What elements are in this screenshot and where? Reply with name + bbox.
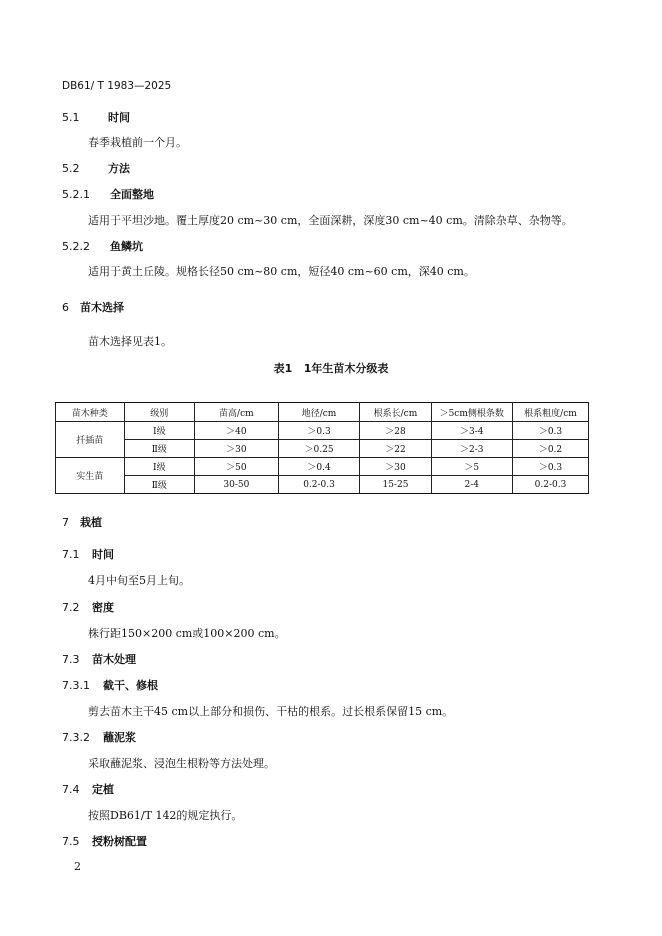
heading-number: 7.5	[62, 835, 80, 848]
heading-7	[62, 514, 102, 530]
heading-7-5	[62, 833, 147, 849]
table-cell: Ⅰ级	[124, 422, 194, 440]
heading-title: 定植	[92, 783, 114, 796]
table-cell: ＞30	[360, 458, 431, 476]
heading-title: 苗木处理	[92, 653, 136, 666]
heading-title: 时间	[108, 111, 130, 124]
paragraph-5-1: 春季栽植前一个月。	[88, 136, 187, 149]
table-cell: ＞0.3	[512, 422, 588, 440]
paragraph-7-2: 株行距150×200 cm或100×200 cm。	[88, 627, 286, 640]
paragraph-7-3-2: 采取蘸泥浆、浸泡生根粉等方法处理。	[88, 757, 275, 770]
heading-title: 方法	[108, 162, 130, 175]
column-header: ＞5cm侧根条数	[431, 403, 512, 422]
heading-6	[62, 299, 124, 315]
heading-number: 7.3.1	[62, 679, 90, 692]
table-row	[56, 440, 589, 458]
table-row	[56, 476, 589, 494]
table-cell: ＞0.25	[278, 440, 360, 458]
heading-number: 7.1	[62, 548, 80, 561]
column-header: 苗木种类	[56, 403, 125, 422]
heading-7-2	[62, 599, 114, 615]
heading-number: 5.2.1	[62, 188, 90, 201]
heading-7-3	[62, 651, 136, 667]
heading-title: 苗木选择	[80, 301, 124, 314]
heading-number: 7.2	[62, 601, 80, 614]
table-cell: 15-25	[360, 476, 431, 494]
table-cell: ＞5	[431, 458, 512, 476]
heading-number: 6	[62, 301, 69, 314]
table-cell: 0.2-0.3	[278, 476, 360, 494]
heading-title: 蘸泥浆	[103, 731, 136, 744]
heading-title: 截干、修根	[103, 679, 158, 692]
table-cell: ＞3-4	[431, 422, 512, 440]
heading-title: 密度	[92, 601, 114, 614]
heading-number: 5.2	[62, 162, 80, 175]
table-cell: ＞0.2	[512, 440, 588, 458]
seedling-grading-table	[55, 402, 589, 494]
table-cell: Ⅱ级	[124, 440, 194, 458]
table-cell: 30-50	[195, 476, 279, 494]
column-header: 地径/cm	[278, 403, 360, 422]
heading-7-3-1	[62, 677, 158, 693]
table-cell: ＞0.3	[278, 422, 360, 440]
paragraph-5-2-1: 适用于平坦沙地。覆土厚度20 cm~30 cm，全面深耕，深度30 cm~40 cm。清除杂草、杂物等。	[88, 214, 573, 227]
heading-number: 7.4	[62, 783, 80, 796]
table-cell: ＞30	[195, 440, 279, 458]
table-cell: 0.2-0.3	[512, 476, 588, 494]
table-cell: Ⅱ级	[124, 476, 194, 494]
table-caption: 表1 1年生苗木分级表	[273, 362, 389, 375]
heading-7-4	[62, 781, 114, 797]
table-cell: Ⅰ级	[124, 458, 194, 476]
table-cell: ＞50	[195, 458, 279, 476]
table-cell: ＞0.4	[278, 458, 360, 476]
column-header: 级别	[124, 403, 194, 422]
document-code-header: DB61/ T 1983—2025	[62, 80, 172, 92]
table-cell: ＞22	[360, 440, 431, 458]
heading-title: 授粉树配置	[92, 835, 147, 848]
heading-number: 7.3.2	[62, 731, 90, 744]
seedling-type-cell: 扦插苗	[56, 422, 125, 458]
heading-number: 5.1	[62, 111, 80, 124]
heading-5-2-1	[62, 186, 154, 202]
column-header: 苗高/cm	[195, 403, 279, 422]
heading-title: 全面整地	[110, 188, 154, 201]
heading-title: 栽植	[80, 516, 102, 529]
paragraph-7-1: 4月中旬至5月上旬。	[88, 574, 190, 587]
seedling-type-cell: 实生苗	[56, 458, 125, 494]
heading-number: 7.3	[62, 653, 80, 666]
table-cell: 2-4	[431, 476, 512, 494]
table-row	[56, 422, 589, 440]
heading-number: 7	[62, 516, 69, 529]
heading-5-2	[62, 160, 130, 176]
paragraph-7-3-1: 剪去苗木主干45 cm以上部分和损伤、干枯的根系。过长根系保留15 cm。	[88, 705, 454, 718]
table-cell: ＞2-3	[431, 440, 512, 458]
heading-7-3-2	[62, 729, 136, 745]
paragraph-5-2-2: 适用于黄土丘陵。规格长径50 cm~80 cm，短径40 cm~60 cm，深40 cm。	[88, 265, 475, 278]
heading-5-2-2	[62, 238, 143, 254]
page-number: 2	[74, 860, 81, 873]
column-header: 根系长/cm	[360, 403, 431, 422]
table-cell: ＞28	[360, 422, 431, 440]
heading-5-1	[62, 109, 130, 125]
table-header-row	[56, 403, 589, 422]
heading-number: 5.2.2	[62, 240, 90, 253]
column-header: 根系粗度/cm	[512, 403, 588, 422]
paragraph-7-4: 按照DB61/T 142的规定执行。	[88, 809, 243, 822]
table-row	[56, 458, 589, 476]
paragraph-6: 苗木选择见表1。	[88, 335, 172, 348]
heading-title: 时间	[92, 548, 114, 561]
heading-title: 鱼鳞坑	[110, 240, 143, 253]
heading-7-1	[62, 546, 114, 562]
table-cell: ＞40	[195, 422, 279, 440]
table-cell: ＞0.3	[512, 458, 588, 476]
